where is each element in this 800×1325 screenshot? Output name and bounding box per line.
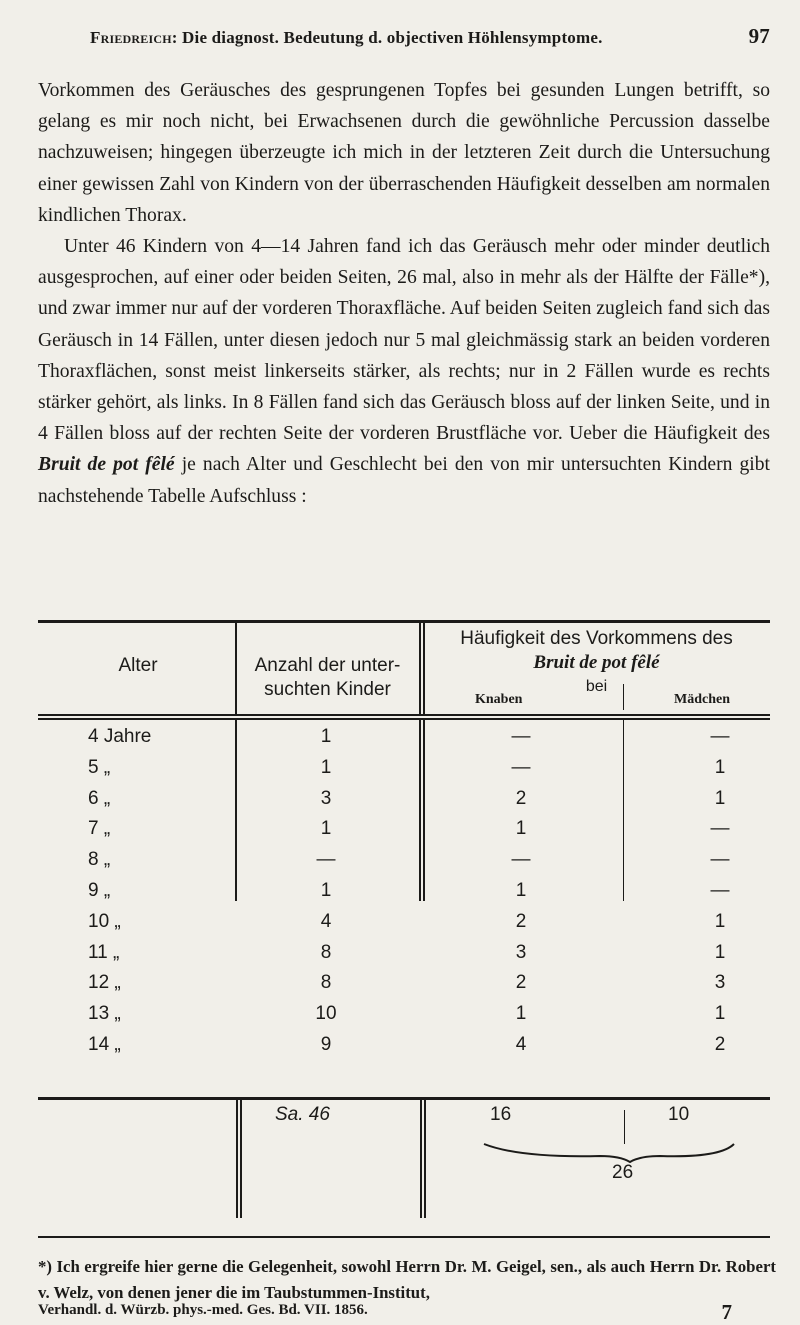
table-row <box>38 788 770 818</box>
sum-total: 26 <box>612 1162 634 1183</box>
paragraph-2: Unter 46 Kindern von 4—14 Jahren fand ich das Geräusch mehr oder minder deutlich ausgesprochen, auf einer oder beiden Seiten, 26 mal, also in mehr als der Hälfte der Fälle*), und zwar immer nur auf der vorderen Thoraxfläche. Auf beiden Seiten zugleich fand sich das Geräusch in 14 Fällen, unter diesen jedoch nur 5 mal gleichmässig stark an beiden vorderen Thoraxflächen, sonst meist linkerseits stärker, als rechts; nur in 2 Fällen wurde es rechts stärker gehört, als links. In 8 Fällen fand sich das Geräusch bloss auf der linken Seite, und in 4 Fällen bloss auf der rechten Seite der vorderen Brustfläche vor. Ueber die Häufigkeit des Bruit de pot fêlé je nach Alter und Geschlecht bei den von mir untersuchten Kindern gibt nachstehende Tabelle Aufschluss : <box>38 236 770 507</box>
header-haeufigkeit: Häufigkeit des Vorkommens des <box>460 628 733 649</box>
header-bruit: Bruit de pot fêlé <box>533 652 660 673</box>
cell-maedchen: 3 <box>714 972 726 994</box>
table-row <box>38 849 770 879</box>
cell-knaben: 2 <box>515 910 527 932</box>
body-text <box>38 75 770 512</box>
frequency-table <box>38 620 770 1055</box>
sum-knaben: 16 <box>490 1104 512 1125</box>
cell-age: 4 Jahre <box>88 726 152 747</box>
cell-knaben: — <box>511 726 531 747</box>
signature-number: 7 <box>721 1300 732 1324</box>
cell-anzahl: 9 <box>320 1034 332 1055</box>
cell-knaben: 1 <box>515 1003 527 1025</box>
cell-knaben: 3 <box>515 941 527 963</box>
cell-age: 5 „ <box>88 756 111 778</box>
cell-maedchen: — <box>710 880 730 901</box>
cell-age: 12 „ <box>88 972 121 994</box>
cell-anzahl: 1 <box>320 880 332 901</box>
cell-age: 9 „ <box>88 880 111 901</box>
running-header: Friedreich: Die diagnost. Bedeutung d. objectiven Höhlensymptome. 97 <box>90 24 770 48</box>
cell-knaben: 2 <box>515 787 527 809</box>
cell-age: 13 „ <box>88 1003 121 1025</box>
cell-age: 6 „ <box>88 787 111 809</box>
header-author: Friedreich <box>90 28 172 47</box>
header-knaben: Knaben <box>475 692 523 707</box>
sum-anzahl: Sa. 46 <box>275 1104 330 1125</box>
cell-maedchen: 1 <box>714 1003 726 1025</box>
header-alter: Alter <box>118 655 158 676</box>
table-row <box>38 1003 770 1033</box>
page-number: 97 <box>748 24 770 48</box>
cell-knaben: 1 <box>515 818 527 840</box>
signature-line <box>38 1300 776 1324</box>
cell-knaben: 1 <box>515 880 527 901</box>
cell-anzahl: 1 <box>320 726 332 747</box>
table-row <box>38 726 770 756</box>
cell-age: 14 „ <box>88 1034 121 1055</box>
table-row <box>38 1034 770 1064</box>
footnote: *) Ich ergreife hier gerne die Gelegenheit, sowohl Herrn Dr. M. Geigel, sen., als auch Herrn Dr. Robert v. Welz, von denen jener die im Taubstummen-Institut, <box>38 1257 776 1302</box>
cell-anzahl: 10 <box>315 1003 337 1025</box>
cell-maedchen: 1 <box>714 941 726 963</box>
cell-anzahl: 3 <box>320 787 332 809</box>
header-title: Die diagnost. Bedeutung d. objectiven Höhlensymptome. <box>182 28 603 47</box>
cell-maedchen: — <box>710 818 730 840</box>
cell-age: 8 „ <box>88 849 111 871</box>
cell-anzahl: — <box>316 849 336 871</box>
cell-maedchen: 1 <box>714 910 726 932</box>
cell-knaben: 4 <box>515 1034 527 1055</box>
cell-maedchen: 1 <box>714 756 726 778</box>
table-row <box>38 911 770 941</box>
cell-maedchen: — <box>710 726 730 747</box>
cell-knaben: 2 <box>515 972 527 994</box>
cell-age: 10 „ <box>88 910 121 932</box>
table-row <box>38 972 770 1002</box>
sum-maedchen: 10 <box>668 1104 690 1125</box>
cell-maedchen: 1 <box>714 787 726 809</box>
cell-anzahl: 8 <box>320 972 332 994</box>
cell-anzahl: 4 <box>320 910 332 932</box>
signature-text: Verhandl. d. Würzb. phys.-med. Ges. Bd. VII. 1856. <box>38 1302 368 1318</box>
cell-maedchen: 2 <box>714 1034 726 1055</box>
table-row <box>38 818 770 848</box>
bruit-term: Bruit de pot fêlé <box>38 454 175 476</box>
cell-age: 7 „ <box>88 818 111 840</box>
cell-age: 11 „ <box>88 941 120 963</box>
cell-maedchen: — <box>710 849 730 871</box>
sum-brace <box>480 1140 740 1164</box>
cell-knaben: — <box>511 849 531 871</box>
paragraph-1: Vorkommen des Geräusches des gesprungenen Topfes bei gesunden Lungen betrifft, so gelang es mir noch nicht, bei Erwachsenen durch die gewöhnliche Percussion dasselbe nachzuweisen; hingegen überzeugte ich mich in der letzteren Zeit durch die Untersuchung einer gewissen Zahl von Kindern von der überraschenden Häufigkeit desselben am normalen kindlichen Thorax. <box>38 80 770 226</box>
table-row <box>38 942 770 972</box>
header-anzahl: Anzahl der unter-suchten Kinder <box>254 655 401 700</box>
cell-knaben: — <box>511 756 531 778</box>
cell-anzahl: 8 <box>320 941 332 963</box>
table-row <box>38 880 770 910</box>
header-bei: bei <box>585 678 608 695</box>
header-maedchen: Mädchen <box>674 692 730 707</box>
table-row <box>38 757 770 787</box>
cell-anzahl: 1 <box>320 756 332 778</box>
cell-anzahl: 1 <box>320 818 332 840</box>
